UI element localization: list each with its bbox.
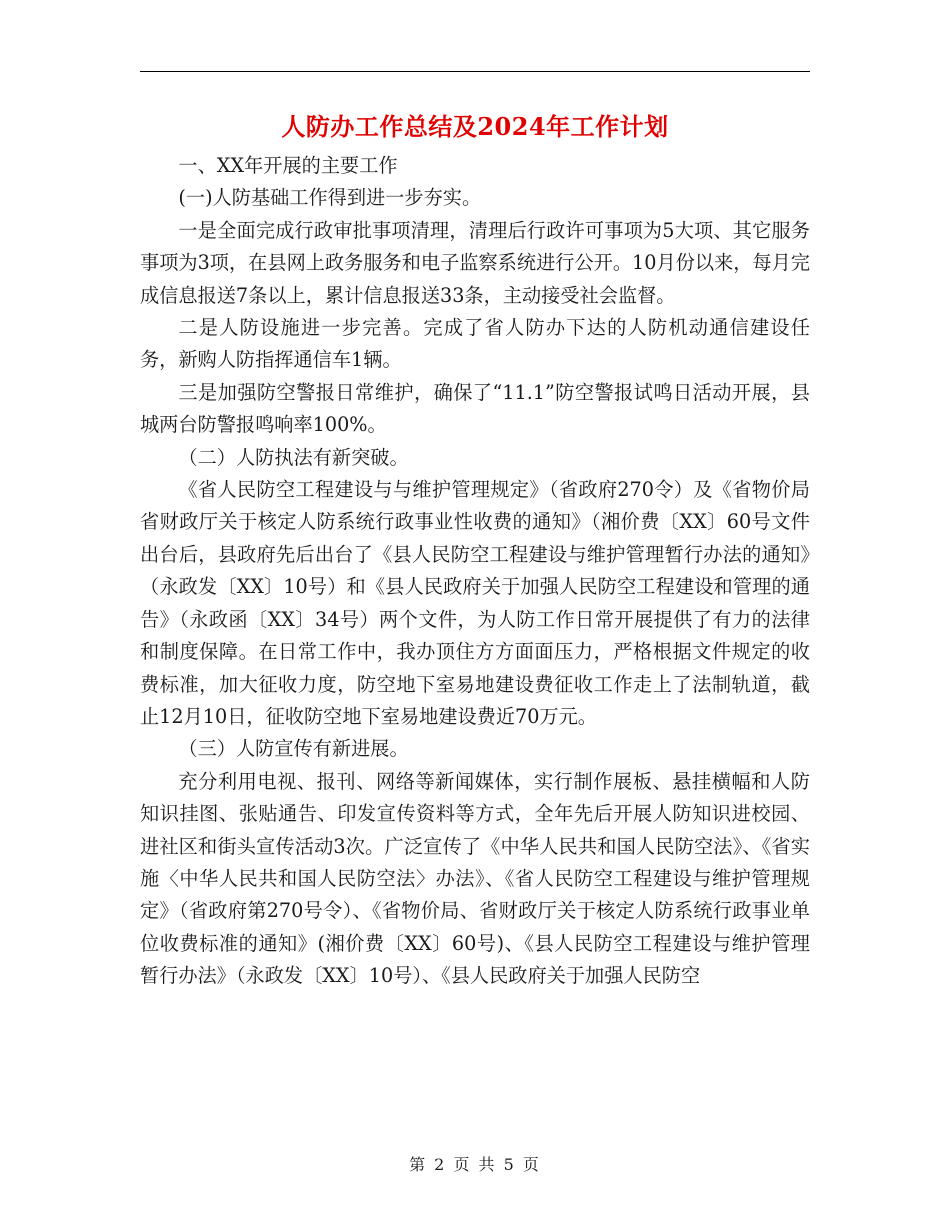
paragraph-alarm-maintenance: 三是加强防空警报日常维护，确保了“11.1”防空警报试鸣日活动开展，县城两台防警报鸣响率100%。 — [140, 380, 810, 437]
section-heading-1: 一、XX年开展的主要工作 — [178, 154, 398, 177]
paragraph-facilities: 二是人防设施进一步完善。完成了省人防办下达的人防机动通信建设任务，新购人防指挥通信车1辆。 — [140, 316, 810, 372]
paragraph-law-enforcement: 《省人民防空工程建设与与维护管理规定》（省政府270令）及《省物价局省财政厅关于核定人防系统行政事业性收费的通知》（湘价费〔XX〕60号文件出台后，县政府先后出台了《县人民防空工程建设与维护管理暂行办法的通知》（永政发〔XX〕10号）和《县人民政府关于加强人民防空工程建设和管理的通告》（永政函〔XX〕34号）两个文件，为人防工作日常开展提供了有力的法律和制度保障。在日常工作中，我办顶住方方面面压力，严格根据文件规定的收费标准，加大征收力度，防空地下室易地建设费征收工作走上了法制轨道，截止12月10日，征收防空地下室易地建设费近70万元。 — [140, 478, 810, 728]
document-body — [140, 150, 810, 993]
subsection-heading-2: （二）人防执法有新突破。 — [178, 445, 409, 469]
subsection-heading-1: (一)人防基础工作得到进一步夯实。 — [178, 186, 482, 210]
paragraph-approval-cleanup: 一是全面完成行政审批事项清理，清理后行政许可事项为5大项、其它服务事项为3项，在县网上政务服务和电子监察系统进行公开。10月份以来，每月完成信息报送7条以上，累计信息报送33条，主动接受社会监督。 — [140, 218, 810, 307]
page-number-footer: 第 2 页 共 5 页 — [409, 1155, 541, 1174]
header-rule — [140, 71, 810, 72]
document-title: 人防办工作总结及2024年工作计划 — [281, 112, 669, 141]
subsection-heading-3: （三）人防宣传有新进展。 — [178, 737, 409, 761]
paragraph-publicity: 充分利用电视、报刊、网络等新闻媒体，实行制作展板、悬挂横幅和人防知识挂图、张贴通告、印发宣传资料等方式，全年先后开展人防知识进校园、进社区和街头宣传活动3次。广泛宣传了《中华人民共和国人民防空法》、《省实施〈中华人民共和国人民防空法〉办法》、《省人民防空工程建设与维护管理规定》（省政府第270号令）、《省物价局、省财政厅关于核定人防系统行政事业单位收费标准的通知》(湘价费〔XX〕60号)、《县人民防空工程建设与维护管理暂行办法》（永政发〔XX〕10号）、《县人民政府关于加强人民防空 — [140, 769, 810, 988]
